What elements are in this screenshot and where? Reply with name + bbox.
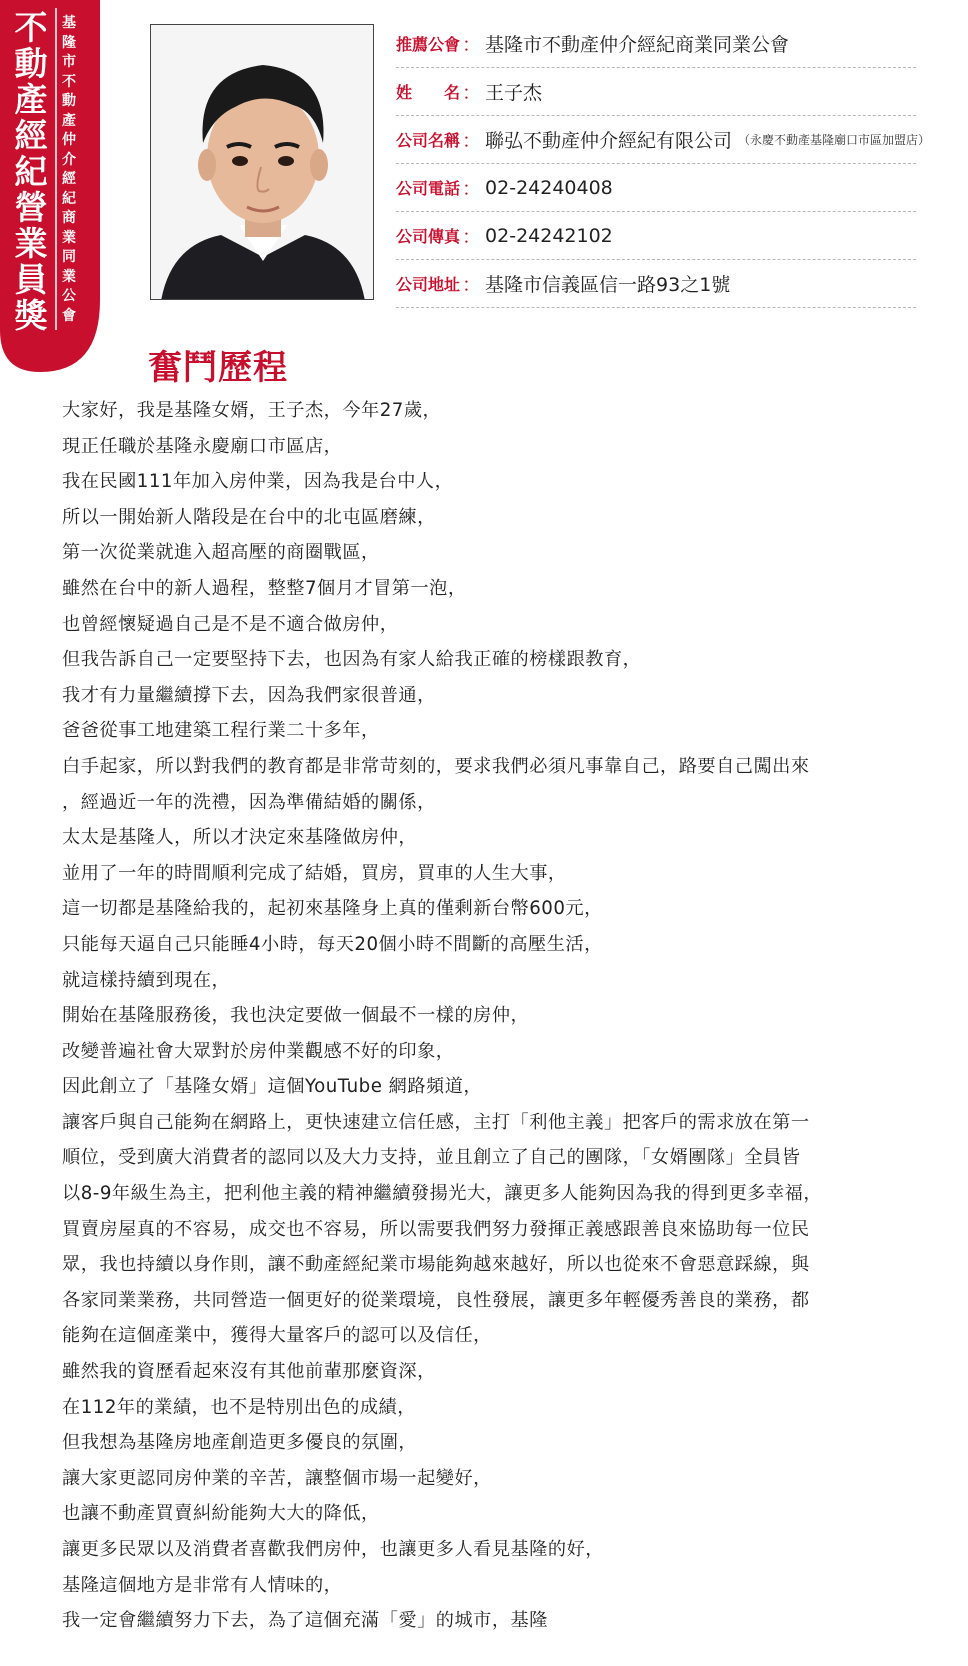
story-line: 爸爸從事工地建築工程行業二十多年， (62, 720, 380, 742)
story-line: 順位，受到廣大消費者的認同以及大力支持，並且創立了自己的團隊，「女婿團隊」全員皆 (62, 1147, 801, 1169)
colon: ： (462, 178, 482, 200)
colon: ： (462, 226, 482, 248)
story-line: 也曾經懷疑過自己是不是不適合做房仲， (62, 613, 399, 635)
story-line: 眾，我也持續以身作則，讓不動產經紀業市場能夠越來越好，所以也從來不會惡意踩線，與 (62, 1254, 810, 1276)
info-row-association (396, 20, 916, 68)
story-line: 改變普遍社會大眾對於房仲業觀感不好的印象， (62, 1040, 455, 1062)
story-line: 基隆這個地方是非常有人情味的， (62, 1574, 343, 1596)
section-title: 奮鬥歷程 (148, 348, 288, 388)
association-value: 基隆市不動產仲介經紀商業同業公會 (485, 34, 790, 56)
profile-photo (150, 24, 374, 300)
fax-label: 公司傳真 (396, 227, 461, 246)
name-value: 王子杰 (485, 82, 543, 104)
info-row-phone (396, 164, 916, 212)
association-label: 推薦公會 (396, 35, 461, 54)
story-line: 我才有力量繼續撐下去，因為我們家很普通， (62, 684, 436, 706)
phone-value: 02-24240408 (485, 176, 613, 199)
award-title: 不動產經紀營業員獎 (14, 8, 48, 335)
story-line: 讓客戶與自己能夠在網路上，更快速建立信任感，主打「利他主義」把客戶的需求放在第一 (62, 1111, 810, 1133)
story-line: 在112年的業績，也不是特別出色的成績， (62, 1396, 416, 1418)
association-name: 基隆市不動產仲介經紀商業同業公會 (62, 15, 76, 324)
colon: ： (462, 82, 482, 104)
story-line: 只能每天逼自己只能睡4小時，每天20個小時不間斷的高壓生活， (62, 933, 603, 955)
story-line: 但我告訴自己一定要堅持下去，也因為有家人給我正確的榜樣跟教育， (62, 649, 642, 671)
company-label: 公司名稱 (396, 131, 461, 150)
story-body (62, 393, 932, 1639)
story-line: 雖然我的資歷看起來沒有其他前輩那麼資深， (62, 1361, 436, 1383)
story-line: 讓更多民眾以及消費者喜歡我們房仲，也讓更多人看見基隆的好， (62, 1539, 604, 1560)
story-line: 但我想為基隆房地產創造更多優良的氛圍， (62, 1432, 418, 1454)
story-line: 因此創立了「基隆女婿」這個YouTube 網路頻道， (62, 1076, 483, 1098)
address-label: 公司地址 (396, 275, 461, 294)
colon: ： (462, 274, 482, 296)
story-line: 雖然在台中的新人過程，整整7個月才冒第一泡， (62, 577, 467, 599)
info-row-company (396, 116, 931, 164)
story-line: 買賣房屋真的不容易，成交也不容易，所以需要我們努力發揮正義感跟善良來協助每一位民 (62, 1218, 810, 1240)
story-line: 第一次從業就進入超高壓的商圈戰區， (62, 542, 380, 564)
story-line: 大家好，我是基隆女婿，王子杰，今年27歲， (62, 400, 442, 421)
story-line: 開始在基隆服務後，我也決定要做一個最不一樣的房仲， (62, 1005, 530, 1027)
colon: ： (462, 34, 482, 56)
story-line: 以8-9年級生為主，把利他主義的精神繼續發揚光大，讓更多人能夠因為我的得到更多幸福， (62, 1183, 823, 1205)
story-line: ，經過近一年的洗禮，因為準備結婚的關係， (62, 791, 436, 813)
colon: ： (462, 130, 482, 152)
story-line: 讓大家更認同房仲業的辛苦，讓整個市場一起變好， (62, 1467, 492, 1489)
company-value: 聯弘不動產仲介經紀有限公司 (485, 130, 733, 152)
info-row-fax (396, 212, 916, 260)
story-line: 各家同業業務，共同營造一個更好的從業環境，良性發展，讓更多年輕優秀善良的業務，都 (62, 1289, 810, 1311)
story-line: 我一定會繼續努力下去，為了這個充滿「愛」的城市，基隆 (62, 1610, 548, 1632)
info-row-address (396, 260, 916, 308)
story-line: 也讓不動產買賣糾紛能夠大大的降低， (62, 1503, 380, 1525)
award-banner (0, 0, 104, 372)
story-line: 並用了一年的時間順利完成了結婚，買房，買車的人生大事， (62, 862, 567, 884)
story-line: 所以一開始新人階段是在台中的北屯區磨練， (62, 506, 436, 528)
company-note: （永慶不動產基隆廟口市區加盟店） (738, 133, 931, 147)
story-line: 這一切都是基隆給我的，起初來基隆身上真的僅剩新台幣600元， (62, 898, 603, 920)
info-row-name (396, 68, 916, 116)
story-line: 太太是基隆人，所以才決定來基隆做房仲， (62, 827, 418, 849)
story-line: 現正任職於基隆永慶廟口市區店， (62, 435, 343, 457)
phone-label: 公司電話 (396, 179, 461, 198)
fax-value: 02-24242102 (485, 224, 613, 247)
profile-info (396, 20, 931, 308)
story-line: 能夠在這個產業中，獲得大量客戶的認可以及信任， (62, 1325, 492, 1347)
name-label: 姓 名 (396, 83, 461, 102)
story-line: 就這樣持續到現在， (62, 969, 231, 991)
story-line: 白手起家，所以對我們的教育都是非常苛刻的，要求我們必須凡事靠自己，路要自己闖出來 (62, 755, 810, 777)
address-value: 基隆市信義區信一路93之1號 (485, 274, 731, 296)
portrait-illustration (151, 25, 374, 300)
story-line: 我在民國111年加入房仲業，因為我是台中人， (62, 471, 454, 493)
